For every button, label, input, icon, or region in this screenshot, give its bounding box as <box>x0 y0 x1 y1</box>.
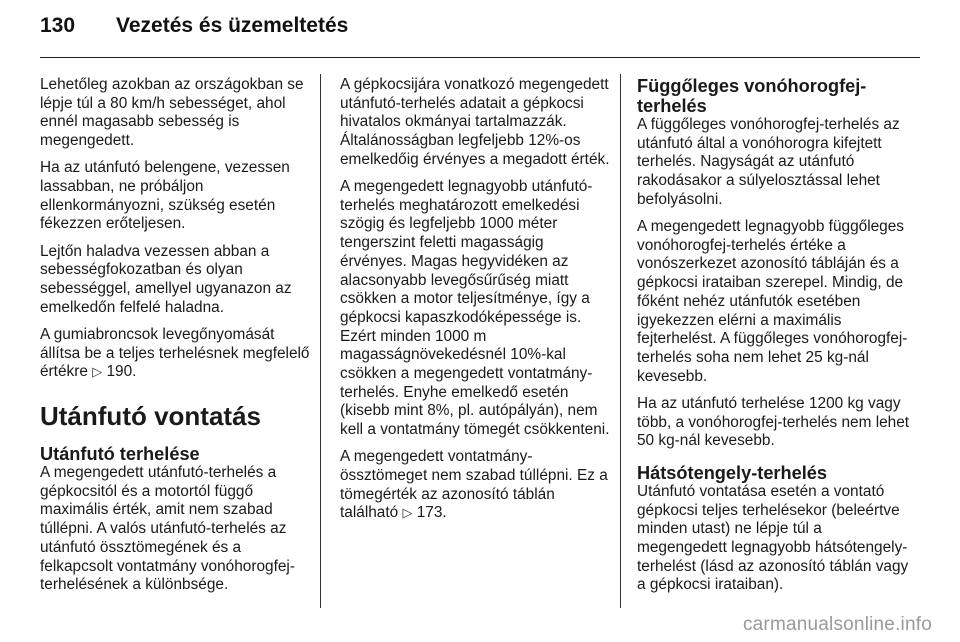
paragraph <box>340 448 614 523</box>
chapter-title: Vezetés és üzemeltetés <box>116 14 349 37</box>
page-reference-link[interactable]: 173. <box>416 504 447 522</box>
arrow-reference-icon: ▷ <box>402 505 413 521</box>
paragraph-text: A megengedett vontatmány-össztömeget nem szabad túllépni. Ez a tömegérték az azonosító táblán található <box>340 448 608 522</box>
paragraph-text: A gumiabroncsok levegőnyomását állítsa be a teljes terhelésnek megfelelő értékre <box>40 325 310 381</box>
section-heading: Utánfutó vontatás <box>40 401 261 432</box>
page-header <box>40 14 348 38</box>
paragraph: A megengedett utánfutó-terhelés a gépkocsitól és a motortól függő maximális érték, amit nem szabad túllépni. A valós utánfutó-terhelés az utánfutó össztömegének és a felkapcsolt vontatmány vonóhorogfej-terhelésének a különbsége. <box>40 464 295 594</box>
paragraph: Ha az utánfutó belengene, vezessen lassabban, ne próbáljon ellenkormányozni, szükség esetén fékezzen erőteljesen. <box>40 159 290 233</box>
paragraph: Lehetőleg azokban az országokban se lépje túl a 80 km/h sebességet, ahol ennél magasabb sebesség is megengedett. <box>40 76 304 150</box>
column-3 <box>637 76 911 604</box>
paragraph: Ha az utánfutó terhelése 1200 kg vagy több, a vonóhorogfej-terhelés nem lehet 50 kg-nál kevesebb. <box>637 394 910 450</box>
paragraph: A függőleges vonóhorogfej-terhelés az utánfutó által a vonóhorogra kifejtett terhelés. Nagyságát az utánfutó rakodásakor a súlyelosztással lehet befolyásolni. <box>637 116 900 208</box>
paragraph: Utánfutó vontatása esetén a vontató gépkocsi teljes terhelésekor (beleértve minden utast) ne lépje túl a megengedett legnagyobb hátsótengely-terhelést (lásd az azonosító táblán vagy a gépkocsi irataiban). <box>637 482 909 594</box>
page-number: 130 <box>40 14 76 37</box>
column-divider <box>320 74 321 608</box>
subsection-heading: Hátsótengely-terhelés <box>637 462 828 483</box>
header-rule <box>40 57 920 58</box>
subsection-heading: Függőleges vonóhorogfej-terhelés <box>637 76 867 116</box>
paragraph: A megengedett legnagyobb utánfutó-terhelés meghatározott emelkedési szögig és legfeljebb 1000 méter tengerszint feletti magasságig érvényes. Magas hegyvidéken az alacsonyabb levegősűrűség miatt csökken a motor teljesítménye, így a gépkocsi kapaszkodóképessége is. Ezért minden 1000 m magasságnövekedésnél 10%-kal csökken a megengedett vontatmány-terhelés. Enyhe emelkedő esetén (kisebb mint 8%, pl. autópályán), nem kell a vontatmány tömegét csökkenteni. <box>340 178 610 439</box>
page-reference-link[interactable]: 190. <box>106 363 137 381</box>
column-1 <box>40 76 314 603</box>
paragraph: Lejtőn haladva vezessen abban a sebességfokozatban és olyan sebességgel, amellyel ugyanazon az emelkedőn felfelé haladna. <box>40 242 292 316</box>
column-2 <box>340 76 614 532</box>
paragraph: A gépkocsijára vonatkozó megengedett utánfutó-terhelés adatait a gépkocsi hivatalos okmányai tartalmazzák. Általánosságban legfeljebb 12%-os emelkedőig érvényes a megadott érték. <box>340 76 610 168</box>
paragraph <box>40 326 314 382</box>
column-divider <box>620 74 621 608</box>
watermark: carmanualsonline.info <box>742 614 932 635</box>
paragraph: A megengedett legnagyobb függőleges vonóhorogfej-terhelés értéke a vonószerkezet azonosító tábláján és a gépkocsi irataiban szerepel. Mindig, de főként nehéz utánfutók esetében igyekezzen elérni a maximális fejterhelést. A függőleges vonóhorogfej-terhelés soha nem lehet 25 kg-nál kevesebb. <box>637 218 908 385</box>
arrow-reference-icon: ▷ <box>92 364 103 380</box>
subsection-heading: Utánfutó terhelése <box>40 444 200 465</box>
